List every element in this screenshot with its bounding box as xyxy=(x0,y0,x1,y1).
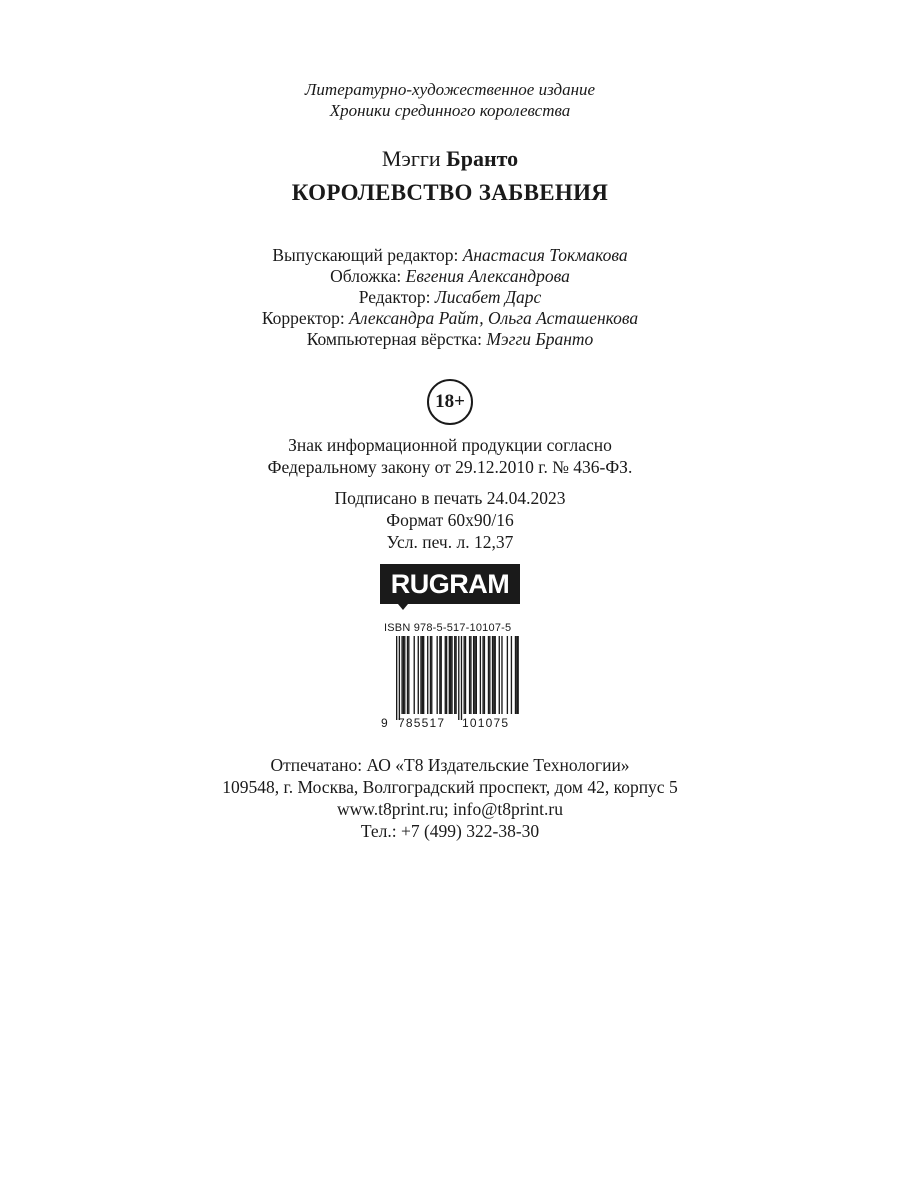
barcode-digit-first: 9 xyxy=(381,716,389,730)
barcode-bar xyxy=(488,636,489,714)
barcode-bar xyxy=(401,636,402,714)
book-title: КОРОЛЕВСТВО ЗАБВЕНИЯ xyxy=(291,180,609,205)
barcode-bar xyxy=(469,636,470,714)
print-info-line: Формат 60х90/16 xyxy=(386,510,514,530)
credit-name: Мэгги Бранто xyxy=(486,329,594,349)
printer-line: 109548, г. Москва, Волгоградский проспект, дом 42, корпус 5 xyxy=(222,777,678,797)
barcode-bar xyxy=(501,636,502,714)
barcode-bar xyxy=(454,636,455,714)
barcode-bar xyxy=(464,636,465,714)
barcode-bar xyxy=(495,636,496,714)
barcode-bar xyxy=(446,636,447,714)
credit-line xyxy=(0,287,900,308)
barcode-bar xyxy=(489,636,490,714)
barcode-bar xyxy=(492,636,493,714)
credit-role: Компьютерная вёрстка: xyxy=(306,329,482,349)
barcode-bar xyxy=(408,636,409,714)
barcode-bar xyxy=(420,636,421,714)
barcode-bar xyxy=(516,636,517,714)
printer-line: Отпечатано: АО «Т8 Издательские Технологии» xyxy=(270,755,630,775)
barcode-bar xyxy=(515,636,516,714)
author xyxy=(0,146,900,172)
barcode-digits-right: 101075 xyxy=(462,716,510,730)
barcode-bar xyxy=(399,636,400,720)
barcode-bar xyxy=(404,636,405,714)
barcode-bar xyxy=(431,636,432,714)
printer-line: www.t8print.ru; info@t8print.ru xyxy=(337,799,563,819)
credit-name: Евгения Александрова xyxy=(405,266,570,286)
credit-role: Редактор: xyxy=(358,287,431,307)
barcode-bar xyxy=(427,636,428,714)
barcode-bar xyxy=(473,636,474,714)
law-notice-line: Знак информационной продукции согласно xyxy=(288,435,612,455)
age-rating-badge: 18+ xyxy=(427,379,473,425)
barcode-bar xyxy=(418,636,419,714)
barcode-bar xyxy=(445,636,446,714)
credit-line xyxy=(0,308,900,329)
author-last-name: Бранто xyxy=(446,146,519,171)
edition-type: Литературно-художественное издание xyxy=(304,80,596,99)
barcode-bar xyxy=(482,636,483,714)
credit-name: Анастасия Токмакова xyxy=(462,245,628,265)
credit-line xyxy=(0,266,900,287)
barcode-bar xyxy=(518,636,519,714)
barcode-bar xyxy=(439,636,440,714)
barcode-bar xyxy=(396,636,397,720)
credit-name: Лисабет Дарс xyxy=(434,287,542,307)
barcode-bar xyxy=(403,636,404,714)
credit-line xyxy=(0,329,900,350)
barcode-bar xyxy=(450,636,451,714)
barcode-bar xyxy=(465,636,466,714)
series-name: Хроники срединного королевства xyxy=(329,101,571,120)
credit-line xyxy=(0,245,900,266)
publisher-logo-notch xyxy=(398,604,408,610)
barcode-bar xyxy=(451,636,452,714)
credit-role: Обложка: xyxy=(330,266,402,286)
barcode-bar xyxy=(461,636,462,720)
barcode-digits-left: 785517 xyxy=(398,716,446,730)
barcode-bar xyxy=(499,636,500,714)
law-notice-line: Федеральному закону от 29.12.2010 г. № 436-ФЗ. xyxy=(267,457,633,477)
isbn-label: ISBN 978-5-517-10107-5 xyxy=(384,622,512,634)
print-info-line: Усл. печ. л. 12,37 xyxy=(386,532,514,552)
barcode-bar xyxy=(507,636,508,714)
barcode-bar xyxy=(476,636,477,714)
barcode-bar xyxy=(480,636,481,714)
barcode-bar xyxy=(493,636,494,714)
barcode-bar xyxy=(449,636,450,714)
barcode-bar xyxy=(511,636,512,714)
barcode-bar xyxy=(422,636,423,714)
credit-role: Корректор: xyxy=(261,308,345,328)
barcode-bar xyxy=(458,636,459,720)
barcode-bar xyxy=(414,636,415,714)
barcode-bar xyxy=(437,636,438,714)
credit-role: Выпускающий редактор: xyxy=(272,245,459,265)
printer-line: Тел.: +7 (499) 322-38-30 xyxy=(360,821,540,841)
credit-name: Александра Райт, Ольга Асташенкова xyxy=(349,308,639,328)
barcode-bar xyxy=(474,636,475,714)
author-first-name: Мэгги xyxy=(381,146,441,171)
barcode-bar xyxy=(407,636,408,714)
barcode-bar xyxy=(430,636,431,714)
barcode-bar xyxy=(455,636,456,714)
barcode-bar xyxy=(470,636,471,714)
barcode-bar xyxy=(484,636,485,714)
barcode-bar xyxy=(441,636,442,714)
print-info-line: Подписано в печать 24.04.2023 xyxy=(334,488,566,508)
barcode xyxy=(380,636,520,720)
barcode-bar xyxy=(423,636,424,714)
publisher-logo: RUGRAM xyxy=(380,564,520,604)
